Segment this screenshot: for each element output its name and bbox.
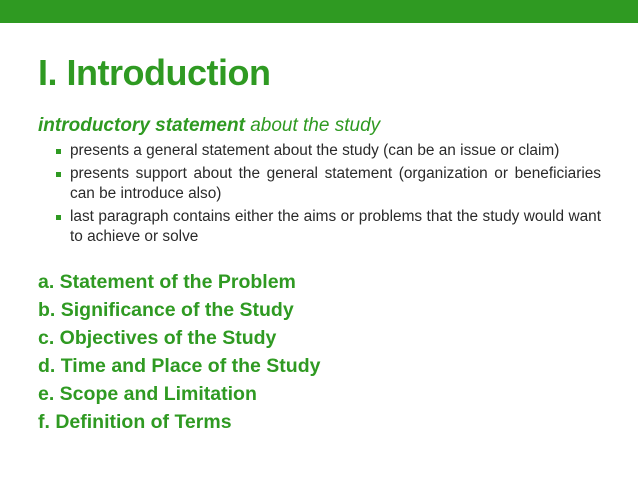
square-bullet-icon (56, 149, 61, 154)
bullet-list (54, 141, 601, 250)
bullet-item (54, 164, 601, 204)
section-item-objectives: c. Objectives of the Study (38, 327, 277, 349)
bullet-text: last paragraph contains either the aims or problems that the study would want to achieve or solve (70, 208, 601, 245)
section-item-significance: b. Significance of the Study (38, 299, 294, 321)
section-item-definition-of-terms: f. Definition of Terms (38, 411, 232, 433)
bullet-text: presents support about the general statement (organization or beneficiaries can be introduce also) (70, 165, 601, 202)
slide-title: I. Introduction (38, 52, 271, 93)
intro-heading-rest: about the study (244, 115, 381, 136)
intro-heading (38, 114, 380, 138)
bullet-item (54, 207, 601, 247)
bullet-text: presents a general statement about the study (can be an issue or claim) (70, 142, 560, 159)
square-bullet-icon (56, 215, 61, 220)
top-accent-bar (0, 0, 638, 23)
section-item-statement-of-problem: a. Statement of the Problem (38, 271, 296, 293)
intro-heading-bold: introductory statement (38, 115, 245, 136)
square-bullet-icon (56, 172, 61, 177)
section-item-scope-and-limitation: e. Scope and Limitation (38, 383, 257, 405)
section-item-time-and-place: d. Time and Place of the Study (38, 355, 321, 377)
section-list (38, 268, 320, 436)
bullet-item (54, 141, 601, 161)
